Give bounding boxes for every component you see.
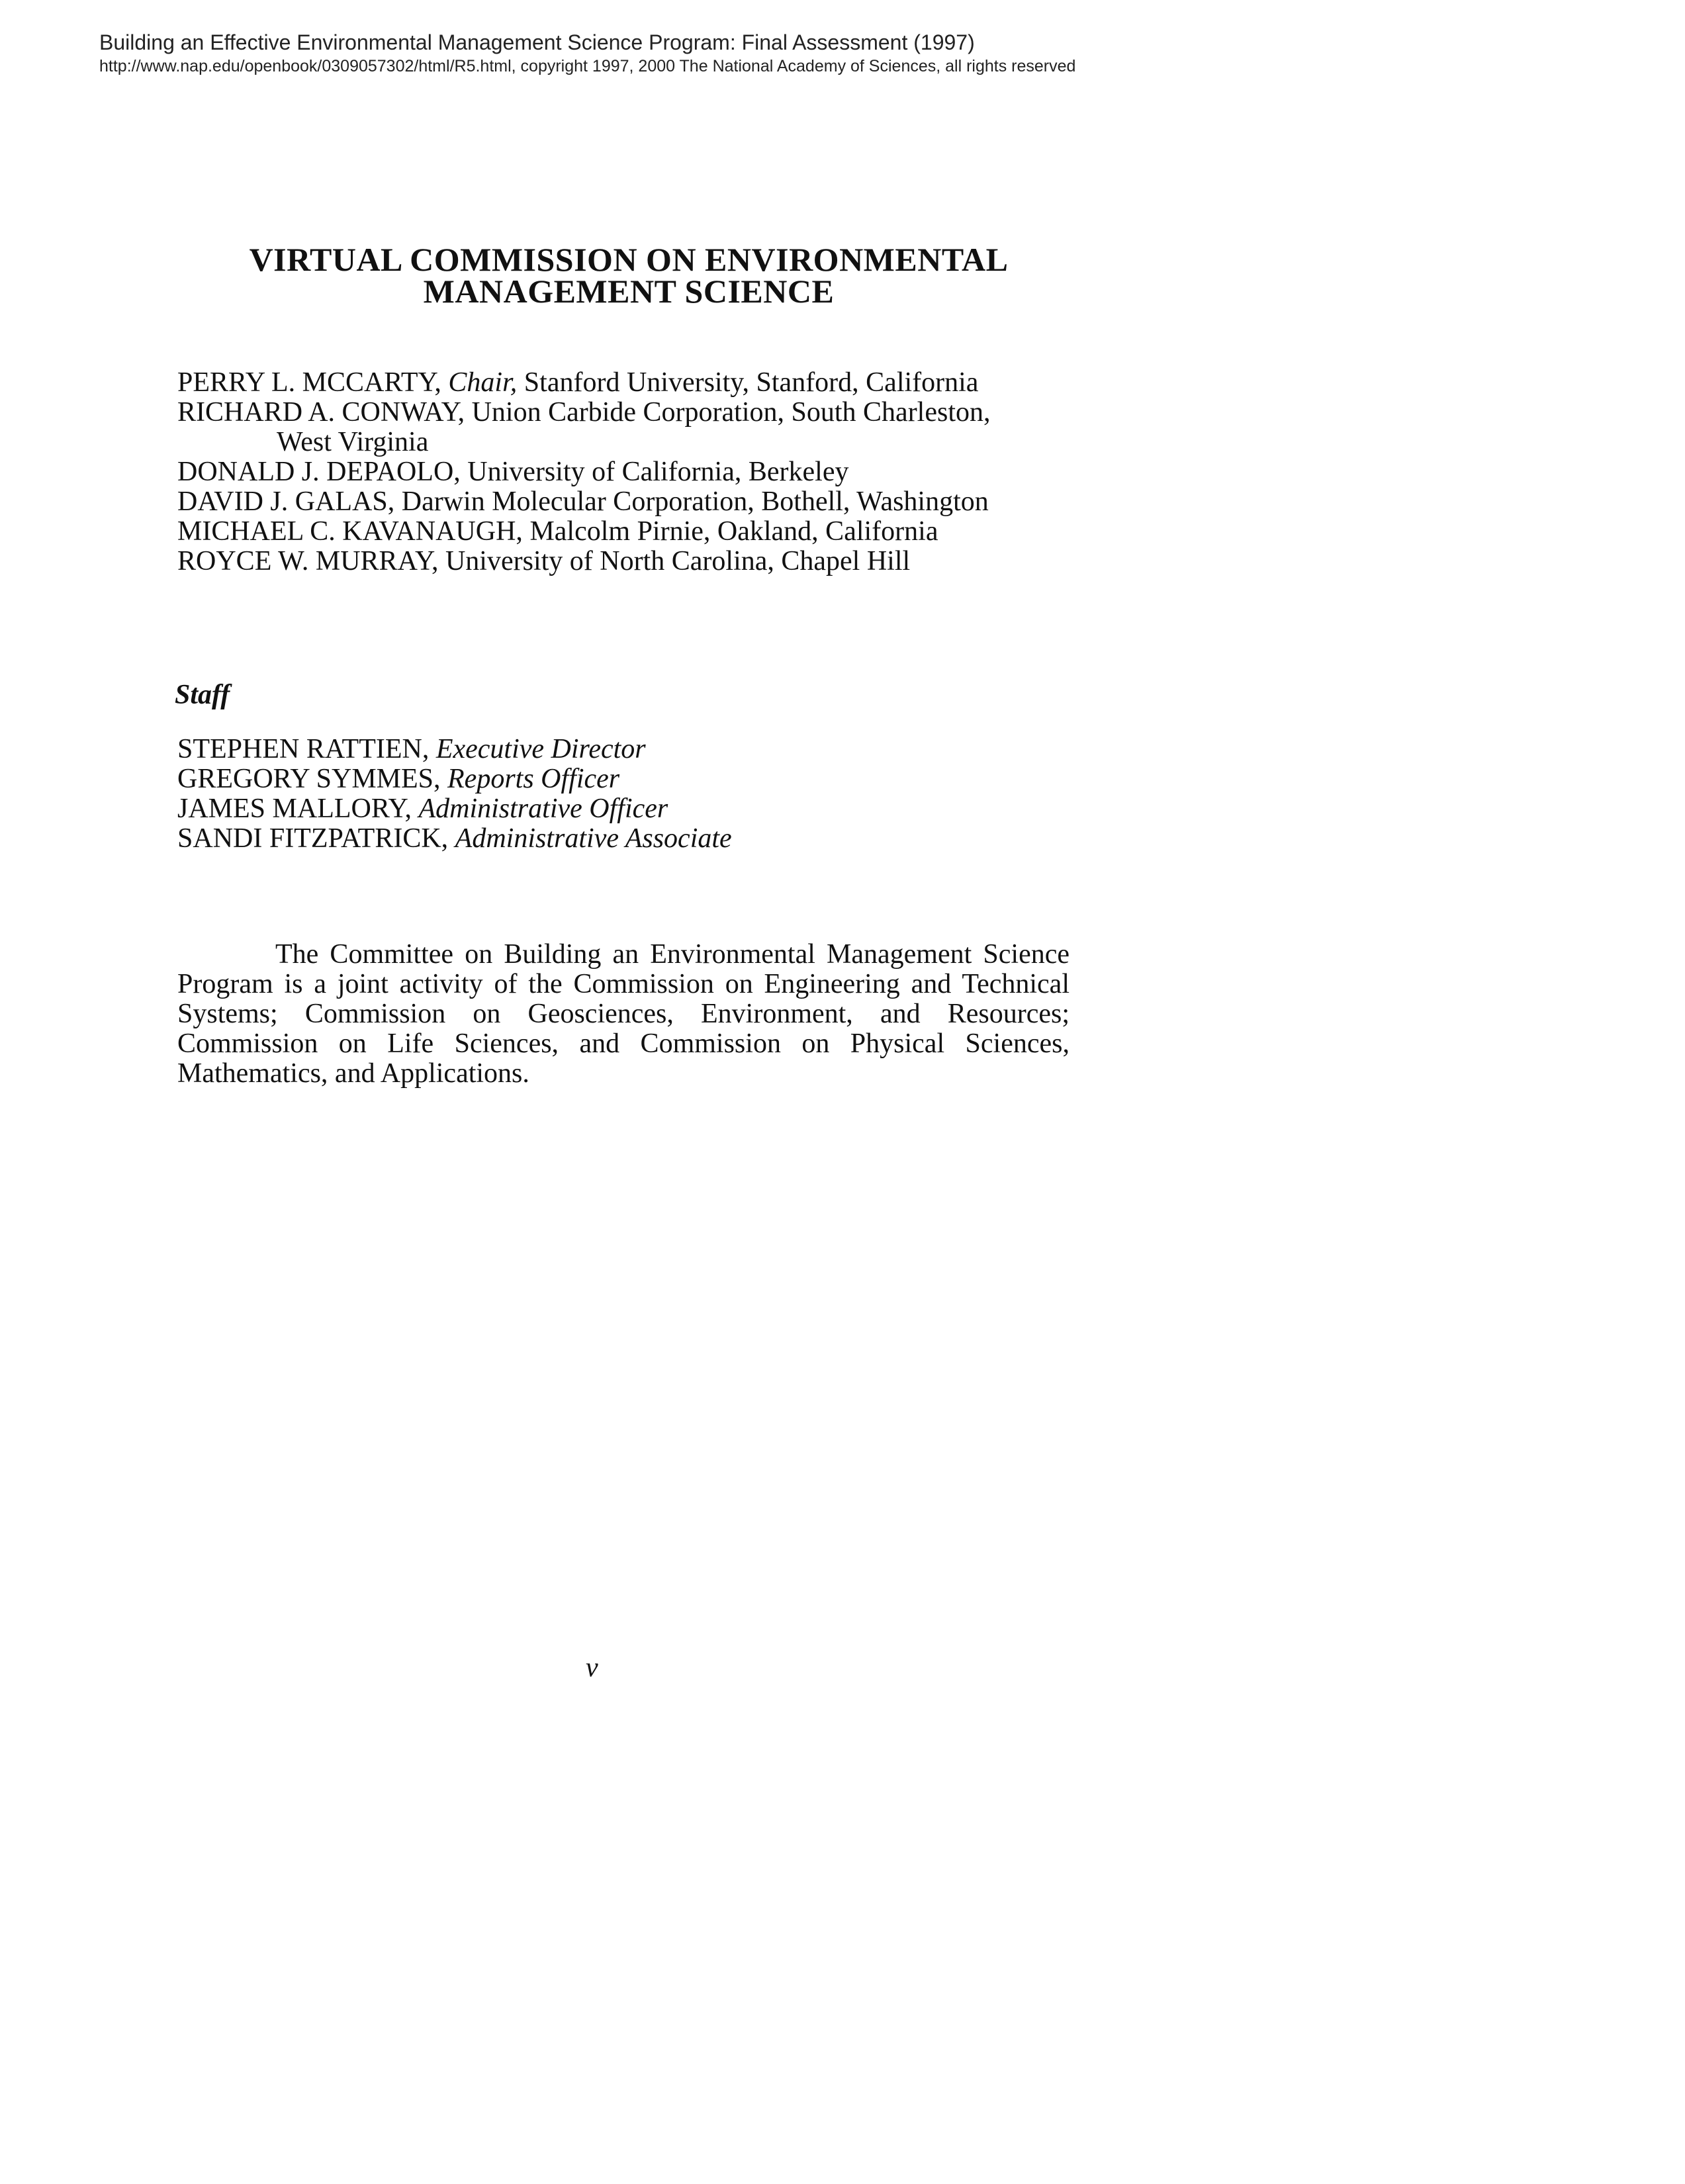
- book-title-line: Building an Effective Environmental Management Science Program: Final Assessment (1997): [99, 30, 975, 54]
- staff-entry: [177, 735, 1170, 764]
- commission-title-line-1: VIRTUAL COMMISSION ON ENVIRONMENTAL: [249, 241, 1009, 278]
- committee-description-paragraph: The Committee on Building an Environmental Management Science Program is a joint activity of the Commission on Engineering and Technical Systems; Commission on Geosciences, Environment, and Resources; Commission on Life Sciences, and Commission on Physical Sciences, Mathematics, and Applications.: [177, 939, 1070, 1089]
- staff-role: Reports Officer: [447, 764, 620, 794]
- commission-title-line-2: MANAGEMENT SCIENCE: [423, 273, 835, 310]
- staff-heading: Staff: [175, 680, 230, 710]
- member-affiliation: University of California, Berkeley: [467, 457, 849, 487]
- member-affiliation: Stanford University, Stanford, California: [524, 367, 979, 398]
- staff-list: [177, 735, 1170, 854]
- member-entry: [177, 457, 1302, 487]
- staff-name: SANDI FITZPATRICK,: [177, 823, 449, 854]
- member-entry: [177, 368, 1302, 398]
- staff-role: Administrative Associate: [455, 823, 732, 854]
- member-role: Chair,: [448, 367, 518, 398]
- staff-name: JAMES MALLORY,: [177, 794, 412, 824]
- member-affiliation: Union Carbide Corporation, South Charleston,: [471, 397, 991, 428]
- member-affiliation-continued: West Virginia: [277, 427, 429, 457]
- member-name: MICHAEL C. KAVANAUGH,: [177, 516, 523, 547]
- page-header: [99, 29, 1621, 77]
- staff-entry: [177, 824, 1170, 854]
- staff-name: GREGORY SYMMES,: [177, 764, 441, 794]
- member-entry: [177, 547, 1302, 576]
- member-affiliation: Darwin Molecular Corporation, Bothell, Washington: [401, 486, 989, 517]
- commission-title: [99, 241, 1158, 310]
- staff-role: Administrative Officer: [418, 794, 668, 824]
- member-affiliation: University of North Carolina, Chapel Hill: [445, 546, 911, 576]
- member-entry: [177, 398, 1302, 428]
- member-name: ROYCE W. MURRAY,: [177, 546, 439, 576]
- page-number: v: [586, 1653, 598, 1683]
- member-name: DAVID J. GALAS,: [177, 486, 395, 517]
- staff-role: Executive Director: [435, 734, 646, 764]
- members-list: [177, 368, 1302, 576]
- staff-name: STEPHEN RATTIEN,: [177, 734, 430, 764]
- member-name: RICHARD A. CONWAY,: [177, 397, 465, 428]
- staff-entry: [177, 764, 1170, 794]
- member-affiliation: Malcolm Pirnie, Oakland, California: [529, 516, 938, 547]
- staff-entry: [177, 794, 1170, 824]
- source-url-line: http://www.nap.edu/openbook/0309057302/html/R5.html, copyright 1997, 2000 The National Academy of Sciences, all rights reserved: [99, 57, 1076, 75]
- member-entry: [177, 487, 1302, 517]
- member-entry: [177, 517, 1302, 547]
- member-name: DONALD J. DEPAOLO,: [177, 457, 461, 487]
- member-name: PERRY L. MCCARTY,: [177, 367, 441, 398]
